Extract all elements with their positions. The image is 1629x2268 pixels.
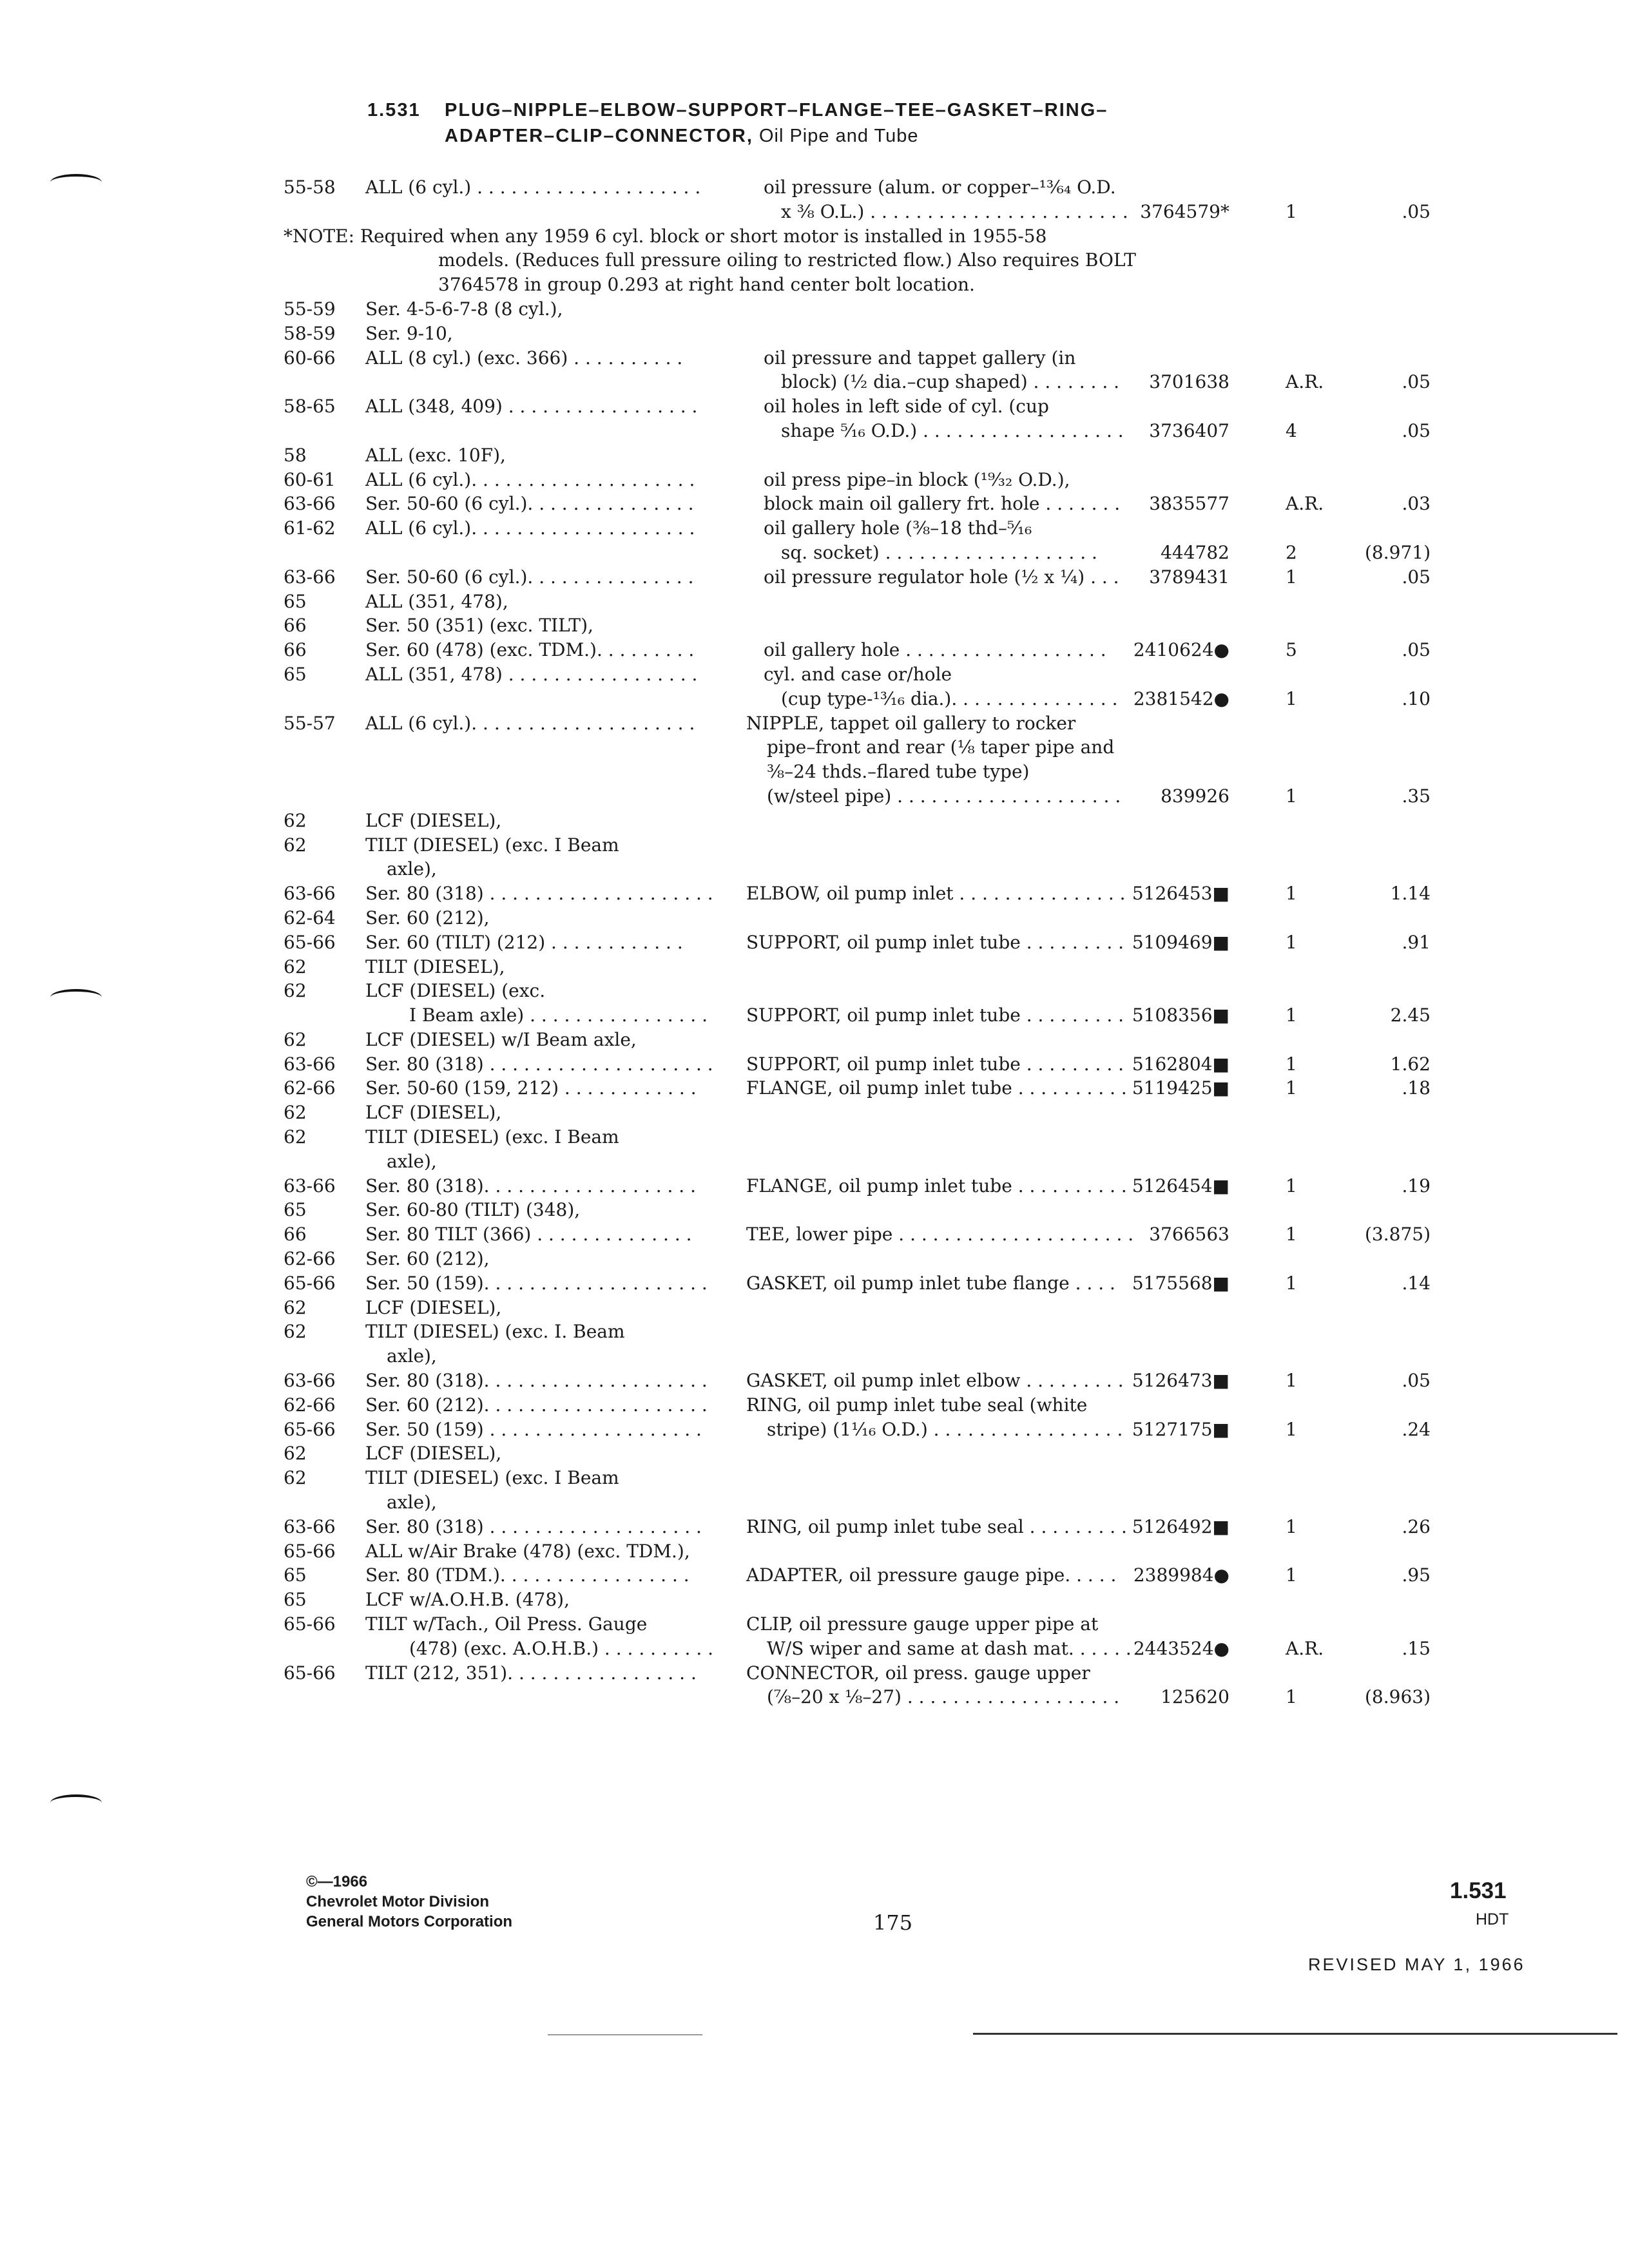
- part-number: 5108356■: [1132, 1004, 1229, 1026]
- header-title-line2: ADAPTER–CLIP–CONNECTOR,: [445, 126, 753, 146]
- part-description: oil pressure regulator hole (½ x ¼) . . .: [764, 566, 1119, 588]
- listing-row: [284, 955, 1431, 979]
- part-number: 3789431: [1149, 566, 1229, 588]
- year-range: 62: [284, 1126, 307, 1148]
- year-range: 63-66: [284, 493, 336, 515]
- application: Ser. 50 (351) (exc. TILT),: [365, 615, 593, 637]
- part-description: block main oil gallery frt. hole . . . . . . .: [764, 493, 1121, 515]
- year-range: 63-66: [284, 1053, 336, 1075]
- application: ALL (exc. 10F),: [365, 444, 506, 466]
- price: .10: [1402, 687, 1431, 709]
- part-description: x ³⁄₈ O.L.) . . . . . . . . . . . . . . . . . . . . . . .: [781, 200, 1128, 222]
- section-number: 1.531: [367, 100, 421, 120]
- application: Ser. 50 (159). . . . . . . . . . . . . . . . . . . .: [365, 1272, 708, 1294]
- application: Ser. 50 (159) . . . . . . . . . . . . . . . . . . .: [365, 1418, 702, 1440]
- price: .95: [1402, 1564, 1431, 1586]
- price: .05: [1402, 1370, 1431, 1392]
- part-number: 3835577: [1149, 493, 1229, 515]
- listing-row: [284, 346, 1431, 370]
- year-range: 55-57: [284, 712, 336, 734]
- year-range: 60-61: [284, 468, 336, 490]
- quantity: 5: [1286, 639, 1297, 661]
- quantity: 1: [1286, 687, 1297, 709]
- part-number: 5162804■: [1132, 1053, 1229, 1075]
- part-description: CONNECTOR, oil press. gauge upper: [746, 1662, 1090, 1684]
- listing-row: [284, 906, 1431, 930]
- listing-row: [284, 1174, 1431, 1198]
- year-range: 66: [284, 615, 307, 637]
- price: .05: [1402, 566, 1431, 588]
- listing-row: [284, 1466, 1431, 1490]
- quantity: A.R.: [1286, 1637, 1324, 1659]
- listing-row: [284, 1125, 1431, 1149]
- header-line-2: [367, 126, 1108, 151]
- part-description: TEE, lower pipe . . . . . . . . . . . . . . . . . . . . .: [746, 1224, 1134, 1245]
- application: axle),: [387, 1345, 437, 1367]
- application: LCF (DIESEL) w/I Beam axle,: [365, 1028, 637, 1050]
- price: .15: [1402, 1637, 1431, 1659]
- parts-listing: [284, 175, 1431, 1709]
- listing-row: [284, 443, 1431, 468]
- quantity: 1: [1286, 1053, 1297, 1075]
- year-range: 65-66: [284, 931, 336, 953]
- application: LCF (DIESEL),: [365, 809, 502, 831]
- year-range: 62-64: [284, 907, 336, 928]
- listing-row: [284, 468, 1431, 492]
- year-range: 62: [284, 1102, 307, 1124]
- price: .91: [1402, 931, 1431, 953]
- part-description: ADAPTER, oil pressure gauge pipe. . . . .: [746, 1564, 1117, 1586]
- part-description: SUPPORT, oil pump inlet tube . . . . . . . . .: [746, 1004, 1124, 1026]
- quantity: 1: [1286, 785, 1297, 807]
- listing-row: [284, 322, 1431, 346]
- quantity: 1: [1286, 883, 1297, 905]
- part-number: 444782: [1161, 541, 1229, 563]
- listing-row: [284, 687, 1431, 711]
- application: Ser. 50-60 (6 cyl.). . . . . . . . . . . . . . .: [365, 566, 694, 588]
- part-description: cyl. and case or/hole: [764, 663, 952, 685]
- listing-row: [284, 1393, 1431, 1418]
- quantity: 1: [1286, 1686, 1297, 1708]
- application: LCF (DIESEL),: [365, 1102, 502, 1124]
- price: .05: [1402, 419, 1431, 441]
- price: .19: [1402, 1175, 1431, 1196]
- price: (8.963): [1364, 1686, 1431, 1708]
- price: .24: [1402, 1418, 1431, 1440]
- price: (3.875): [1364, 1224, 1431, 1245]
- listing-row: [284, 1271, 1431, 1296]
- price: .05: [1402, 639, 1431, 661]
- year-range: 65-66: [284, 1662, 336, 1684]
- year-range: 65-66: [284, 1613, 336, 1635]
- application: ALL (351, 478),: [365, 590, 508, 612]
- application: TILT (DIESEL) (exc. I Beam: [365, 1126, 619, 1148]
- quantity: A.R.: [1286, 493, 1324, 515]
- part-description: block) (½ dia.–cup shaped) . . . . . . . .: [781, 371, 1120, 393]
- part-number: 3764579*: [1140, 200, 1229, 222]
- header-subtitle: Oil Pipe and Tube: [753, 126, 919, 146]
- listing-row: [284, 1100, 1431, 1125]
- year-range: 63-66: [284, 566, 336, 588]
- listing-row: [284, 1539, 1431, 1564]
- part-description: oil holes in left side of cyl. (cup: [764, 396, 1049, 418]
- year-range: 60-66: [284, 347, 336, 369]
- application: ALL w/Air Brake (478) (exc. TDM.),: [365, 1540, 690, 1562]
- part-number: 3701638: [1149, 371, 1229, 393]
- listing-row: [284, 394, 1431, 419]
- application: Ser. 80 (318). . . . . . . . . . . . . . . . . . . .: [365, 1370, 708, 1392]
- year-range: 65: [284, 590, 307, 612]
- listing-row: [284, 711, 1431, 736]
- listing-row: [284, 1247, 1431, 1271]
- listing-row: [284, 1296, 1431, 1320]
- part-number: 5127175■: [1132, 1418, 1229, 1440]
- price: .05: [1402, 200, 1431, 222]
- part-description: oil pressure (alum. or copper–¹³⁄₆₄ O.D.: [764, 177, 1116, 198]
- application: Ser. 9-10,: [365, 322, 453, 344]
- quantity: 1: [1286, 200, 1297, 222]
- footer-rule-faint: [548, 2034, 702, 2035]
- quantity: 1: [1286, 1004, 1297, 1026]
- note-text: *NOTE: Required when any 1959 6 cyl. block or short motor is installed in 1955-58: [284, 225, 1047, 247]
- quantity: 1: [1286, 1564, 1297, 1586]
- quantity: 1: [1286, 1515, 1297, 1537]
- application: Ser. 60 (212),: [365, 907, 490, 928]
- part-number: 5119425■: [1132, 1077, 1229, 1099]
- application: Ser. 80 TILT (366) . . . . . . . . . . . . . .: [365, 1224, 692, 1245]
- price: 1.14: [1390, 883, 1431, 905]
- price: .05: [1402, 371, 1431, 393]
- listing-row: [284, 1490, 1431, 1515]
- application: ALL (8 cyl.) (exc. 366) . . . . . . . . . .: [365, 347, 683, 369]
- application: Ser. 60 (478) (exc. TDM.). . . . . . . . .: [365, 639, 695, 661]
- part-description: RING, oil pump inlet tube seal . . . . . . . . .: [746, 1515, 1127, 1537]
- listing-row: [284, 833, 1431, 858]
- year-range: 62-66: [284, 1394, 336, 1416]
- listing-row: [284, 1515, 1431, 1539]
- footer-corporation: General Motors Corporation: [306, 1913, 513, 1930]
- year-range: 58-59: [284, 322, 336, 344]
- application: LCF (DIESEL) (exc.: [365, 980, 546, 1002]
- price: 2.45: [1390, 1004, 1431, 1026]
- binder-hole-mark: [50, 1794, 102, 1811]
- listing-row: [284, 516, 1431, 541]
- part-description: FLANGE, oil pump inlet tube . . . . . . . . . .: [746, 1077, 1127, 1099]
- listing-row: [284, 1612, 1431, 1637]
- part-description: oil pressure and tappet gallery (in: [764, 347, 1076, 369]
- listing-row: [284, 1222, 1431, 1247]
- year-range: 58-65: [284, 396, 336, 418]
- listing-row: [284, 248, 1431, 273]
- quantity: 1: [1286, 931, 1297, 953]
- price: (8.971): [1364, 541, 1431, 563]
- quantity: 2: [1286, 541, 1297, 563]
- price: .35: [1402, 785, 1431, 807]
- application: Ser. 50-60 (6 cyl.). . . . . . . . . . . . . . .: [365, 493, 694, 515]
- year-range: 65: [284, 1589, 307, 1611]
- listing-row: [284, 1149, 1431, 1174]
- year-range: 62: [284, 1296, 307, 1318]
- note-text: 3764578 in group 0.293 at right hand center bolt location.: [438, 274, 975, 296]
- application: Ser. 80 (318) . . . . . . . . . . . . . . . . . . .: [365, 1515, 702, 1537]
- listing-row: [284, 1661, 1431, 1686]
- application: ALL (351, 478) . . . . . . . . . . . . . . . . .: [365, 663, 698, 685]
- application: I Beam axle) . . . . . . . . . . . . . . . .: [409, 1004, 708, 1026]
- listing-row: [284, 297, 1431, 322]
- part-number: 2443524●: [1133, 1637, 1229, 1659]
- part-description: oil gallery hole . . . . . . . . . . . . . . . . . .: [764, 639, 1106, 661]
- part-description: pipe–front and rear (⅛ taper pipe and: [767, 736, 1115, 758]
- application: Ser. 60 (212),: [365, 1248, 490, 1270]
- year-range: 62: [284, 956, 307, 977]
- listing-row: [284, 1637, 1431, 1661]
- application: ALL (6 cyl.). . . . . . . . . . . . . . . . . . . .: [365, 468, 695, 490]
- listing-row: [284, 881, 1431, 906]
- price: .26: [1402, 1515, 1431, 1537]
- quantity: 1: [1286, 566, 1297, 588]
- listing-row: [284, 1076, 1431, 1100]
- part-description: stripe) (1¹⁄₁₆ O.D.) . . . . . . . . . . . . . . . . .: [767, 1418, 1123, 1440]
- part-description: NIPPLE, tappet oil gallery to rocker: [746, 712, 1076, 734]
- listing-row: [284, 760, 1431, 784]
- part-number: 2410624●: [1133, 639, 1229, 661]
- application: axle),: [387, 1492, 437, 1514]
- listing-row: [284, 175, 1431, 200]
- year-range: 65-66: [284, 1418, 336, 1440]
- part-description: W/S wiper and same at dash mat. . . . . .: [767, 1637, 1132, 1659]
- listing-row: [284, 662, 1431, 687]
- year-range: 55-58: [284, 177, 336, 198]
- listing-row: [284, 224, 1431, 249]
- year-range: 63-66: [284, 1515, 336, 1537]
- application: Ser. 80 (318) . . . . . . . . . . . . . . . . . . . .: [365, 883, 713, 905]
- footer-publisher: [306, 1872, 512, 1932]
- part-description: (cup type-¹³⁄₁₆ dia.). . . . . . . . . . . . . . .: [781, 687, 1118, 709]
- listing-row: [284, 200, 1431, 224]
- quantity: A.R.: [1286, 371, 1324, 393]
- application: Ser. 80 (318) . . . . . . . . . . . . . . . . . . . .: [365, 1053, 713, 1075]
- year-range: 62-66: [284, 1077, 336, 1099]
- listing-row: [284, 1344, 1431, 1369]
- listing-row: [284, 1028, 1431, 1052]
- listing-row: [284, 735, 1431, 760]
- application: TILT w/Tach., Oil Press. Gauge: [365, 1613, 648, 1635]
- application: ALL (348, 409) . . . . . . . . . . . . . . . . .: [365, 396, 698, 418]
- part-description: GASKET, oil pump inlet elbow . . . . . . . . .: [746, 1370, 1124, 1392]
- part-description: CLIP, oil pressure gauge upper pipe at: [746, 1613, 1099, 1635]
- part-number: 839926: [1161, 785, 1229, 807]
- quantity: 1: [1286, 1418, 1297, 1440]
- part-description: sq. socket) . . . . . . . . . . . . . . . . . . .: [781, 541, 1097, 563]
- application: TILT (DIESEL) (exc. I Beam: [365, 834, 619, 856]
- year-range: 58: [284, 444, 307, 466]
- year-range: 62: [284, 1321, 307, 1343]
- application: ALL (6 cyl.). . . . . . . . . . . . . . . . . . . .: [365, 517, 695, 539]
- listing-row: [284, 492, 1431, 516]
- year-range: 63-66: [284, 1175, 336, 1196]
- listing-row: [284, 1588, 1431, 1612]
- binder-hole-mark: [50, 989, 102, 1006]
- year-range: 55-59: [284, 298, 336, 320]
- application: Ser. 60-80 (TILT) (348),: [365, 1199, 581, 1221]
- application: (478) (exc. A.O.H.B.) . . . . . . . . . .: [409, 1637, 714, 1659]
- listing-row: [284, 784, 1431, 809]
- page-number: 175: [873, 1910, 913, 1935]
- year-range: 62: [284, 1467, 307, 1489]
- binder-hole-mark: [50, 174, 102, 191]
- footer-copyright: ©—1966: [306, 1873, 368, 1890]
- application: LCF (DIESEL),: [365, 1296, 502, 1318]
- year-range: 65: [284, 1199, 307, 1221]
- listing-row: [284, 1441, 1431, 1466]
- part-number: 5109469■: [1132, 931, 1229, 953]
- listing-row: [284, 1418, 1431, 1442]
- part-number: 2389984●: [1133, 1564, 1229, 1586]
- listing-row: [284, 1320, 1431, 1344]
- part-description: (⅞–20 x ⅛–27) . . . . . . . . . . . . . . . . . . .: [767, 1686, 1120, 1708]
- listing-row: [284, 809, 1431, 833]
- listing-row: [284, 565, 1431, 590]
- year-range: 62: [284, 980, 307, 1002]
- part-number: 5126492■: [1132, 1515, 1229, 1537]
- application: TILT (DIESEL) (exc. I. Beam: [365, 1321, 625, 1343]
- listing-row: [284, 590, 1431, 614]
- year-range: 62-66: [284, 1248, 336, 1270]
- quantity: 4: [1286, 419, 1297, 441]
- application: TILT (212, 351). . . . . . . . . . . . . . . . .: [365, 1662, 697, 1684]
- price: 1.62: [1390, 1053, 1431, 1075]
- part-number: 5126473■: [1132, 1370, 1229, 1392]
- part-description: oil press pipe–in block (¹⁹⁄₃₂ O.D.),: [764, 468, 1070, 490]
- listing-row: [284, 1052, 1431, 1077]
- listing-row: [284, 419, 1431, 443]
- year-range: 63-66: [284, 1370, 336, 1392]
- year-range: 65: [284, 663, 307, 685]
- year-range: 65-66: [284, 1272, 336, 1294]
- application: ALL (6 cyl.) . . . . . . . . . . . . . . . . . . . .: [365, 177, 701, 198]
- price: .18: [1402, 1077, 1431, 1099]
- application: Ser. 80 (TDM.). . . . . . . . . . . . . . . . .: [365, 1564, 689, 1586]
- year-range: 66: [284, 1224, 307, 1245]
- listing-row: [284, 1003, 1431, 1028]
- part-number: 2381542●: [1133, 687, 1229, 709]
- application: Ser. 60 (212). . . . . . . . . . . . . . . . . . . .: [365, 1394, 708, 1416]
- part-number: 125620: [1161, 1686, 1229, 1708]
- part-description: ELBOW, oil pump inlet . . . . . . . . . . . . . . .: [746, 883, 1126, 905]
- listing-row: [284, 638, 1431, 662]
- footer-rule: [973, 2033, 1617, 2035]
- year-range: 65-66: [284, 1540, 336, 1562]
- part-number: 5126454■: [1132, 1175, 1229, 1196]
- application: ALL (6 cyl.). . . . . . . . . . . . . . . . . . . .: [365, 712, 695, 734]
- part-description: SUPPORT, oil pump inlet tube . . . . . . . . .: [746, 1053, 1124, 1075]
- footer-division: Chevrolet Motor Division: [306, 1893, 490, 1910]
- listing-row: [284, 930, 1431, 955]
- part-description: ⅜–24 thds.–flared tube type): [767, 761, 1030, 783]
- price: .03: [1402, 493, 1431, 515]
- quantity: 1: [1286, 1370, 1297, 1392]
- year-range: 63-66: [284, 883, 336, 905]
- listing-row: [284, 541, 1431, 565]
- footer-section-code: HDT: [1476, 1910, 1509, 1928]
- year-range: 62: [284, 1443, 307, 1465]
- footer-revised-date: REVISED MAY 1, 1966: [1308, 1955, 1525, 1974]
- application: axle),: [387, 1150, 437, 1172]
- listing-row: [284, 1685, 1431, 1709]
- part-description: SUPPORT, oil pump inlet tube . . . . . . . . .: [746, 931, 1124, 953]
- application: Ser. 80 (318). . . . . . . . . . . . . . . . . . .: [365, 1175, 696, 1196]
- year-range: 62: [284, 809, 307, 831]
- listing-row: [284, 1198, 1431, 1222]
- application: TILT (DIESEL),: [365, 956, 505, 977]
- header-title-line1: PLUG–NIPPLE–ELBOW–SUPPORT–FLANGE–TEE–GASKET–RING–: [445, 100, 1108, 120]
- part-description: shape ⁵⁄₁₆ O.D.) . . . . . . . . . . . . . . . . . .: [781, 419, 1124, 441]
- part-description: (w/steel pipe) . . . . . . . . . . . . . . . . . . . .: [767, 785, 1121, 807]
- header-line-1: [367, 100, 1108, 126]
- part-number: 3766563: [1149, 1224, 1229, 1245]
- application: Ser. 60 (TILT) (212) . . . . . . . . . . . .: [365, 931, 683, 953]
- application: LCF w/A.O.H.B. (478),: [365, 1589, 570, 1611]
- year-range: 66: [284, 639, 307, 661]
- quantity: 1: [1286, 1077, 1297, 1099]
- application: Ser. 4-5-6-7-8 (8 cyl.),: [365, 298, 563, 320]
- application: axle),: [387, 858, 437, 880]
- year-range: 62: [284, 834, 307, 856]
- part-number: 3736407: [1149, 419, 1229, 441]
- section-header: [367, 100, 1108, 151]
- listing-row: [284, 1369, 1431, 1393]
- listing-row: [284, 1563, 1431, 1588]
- quantity: 1: [1286, 1175, 1297, 1196]
- listing-row: [284, 979, 1431, 1003]
- part-number: 5175568■: [1132, 1272, 1229, 1294]
- part-number: 5126453■: [1132, 883, 1229, 905]
- part-description: oil gallery hole (⅜–18 thd–⁵⁄₁₆: [764, 517, 1032, 539]
- application: Ser. 50-60 (159, 212) . . . . . . . . . . . .: [365, 1077, 697, 1099]
- year-range: 61-62: [284, 517, 336, 539]
- part-description: GASKET, oil pump inlet tube flange . . . .: [746, 1272, 1115, 1294]
- listing-row: [284, 613, 1431, 638]
- part-description: RING, oil pump inlet tube seal (white: [746, 1394, 1088, 1416]
- quantity: 1: [1286, 1224, 1297, 1245]
- application: TILT (DIESEL) (exc. I Beam: [365, 1467, 619, 1489]
- listing-row: [284, 273, 1431, 297]
- listing-row: [284, 370, 1431, 394]
- listing-row: [284, 857, 1431, 881]
- year-range: 65: [284, 1564, 307, 1586]
- price: .14: [1402, 1272, 1431, 1294]
- note-text: models. (Reduces full pressure oiling to restricted flow.) Also requires BOLT: [438, 249, 1136, 271]
- year-range: 62: [284, 1028, 307, 1050]
- quantity: 1: [1286, 1272, 1297, 1294]
- part-description: FLANGE, oil pump inlet tube . . . . . . . . . .: [746, 1175, 1127, 1196]
- application: LCF (DIESEL),: [365, 1443, 502, 1465]
- footer-section-number: 1.531: [1450, 1878, 1507, 1903]
